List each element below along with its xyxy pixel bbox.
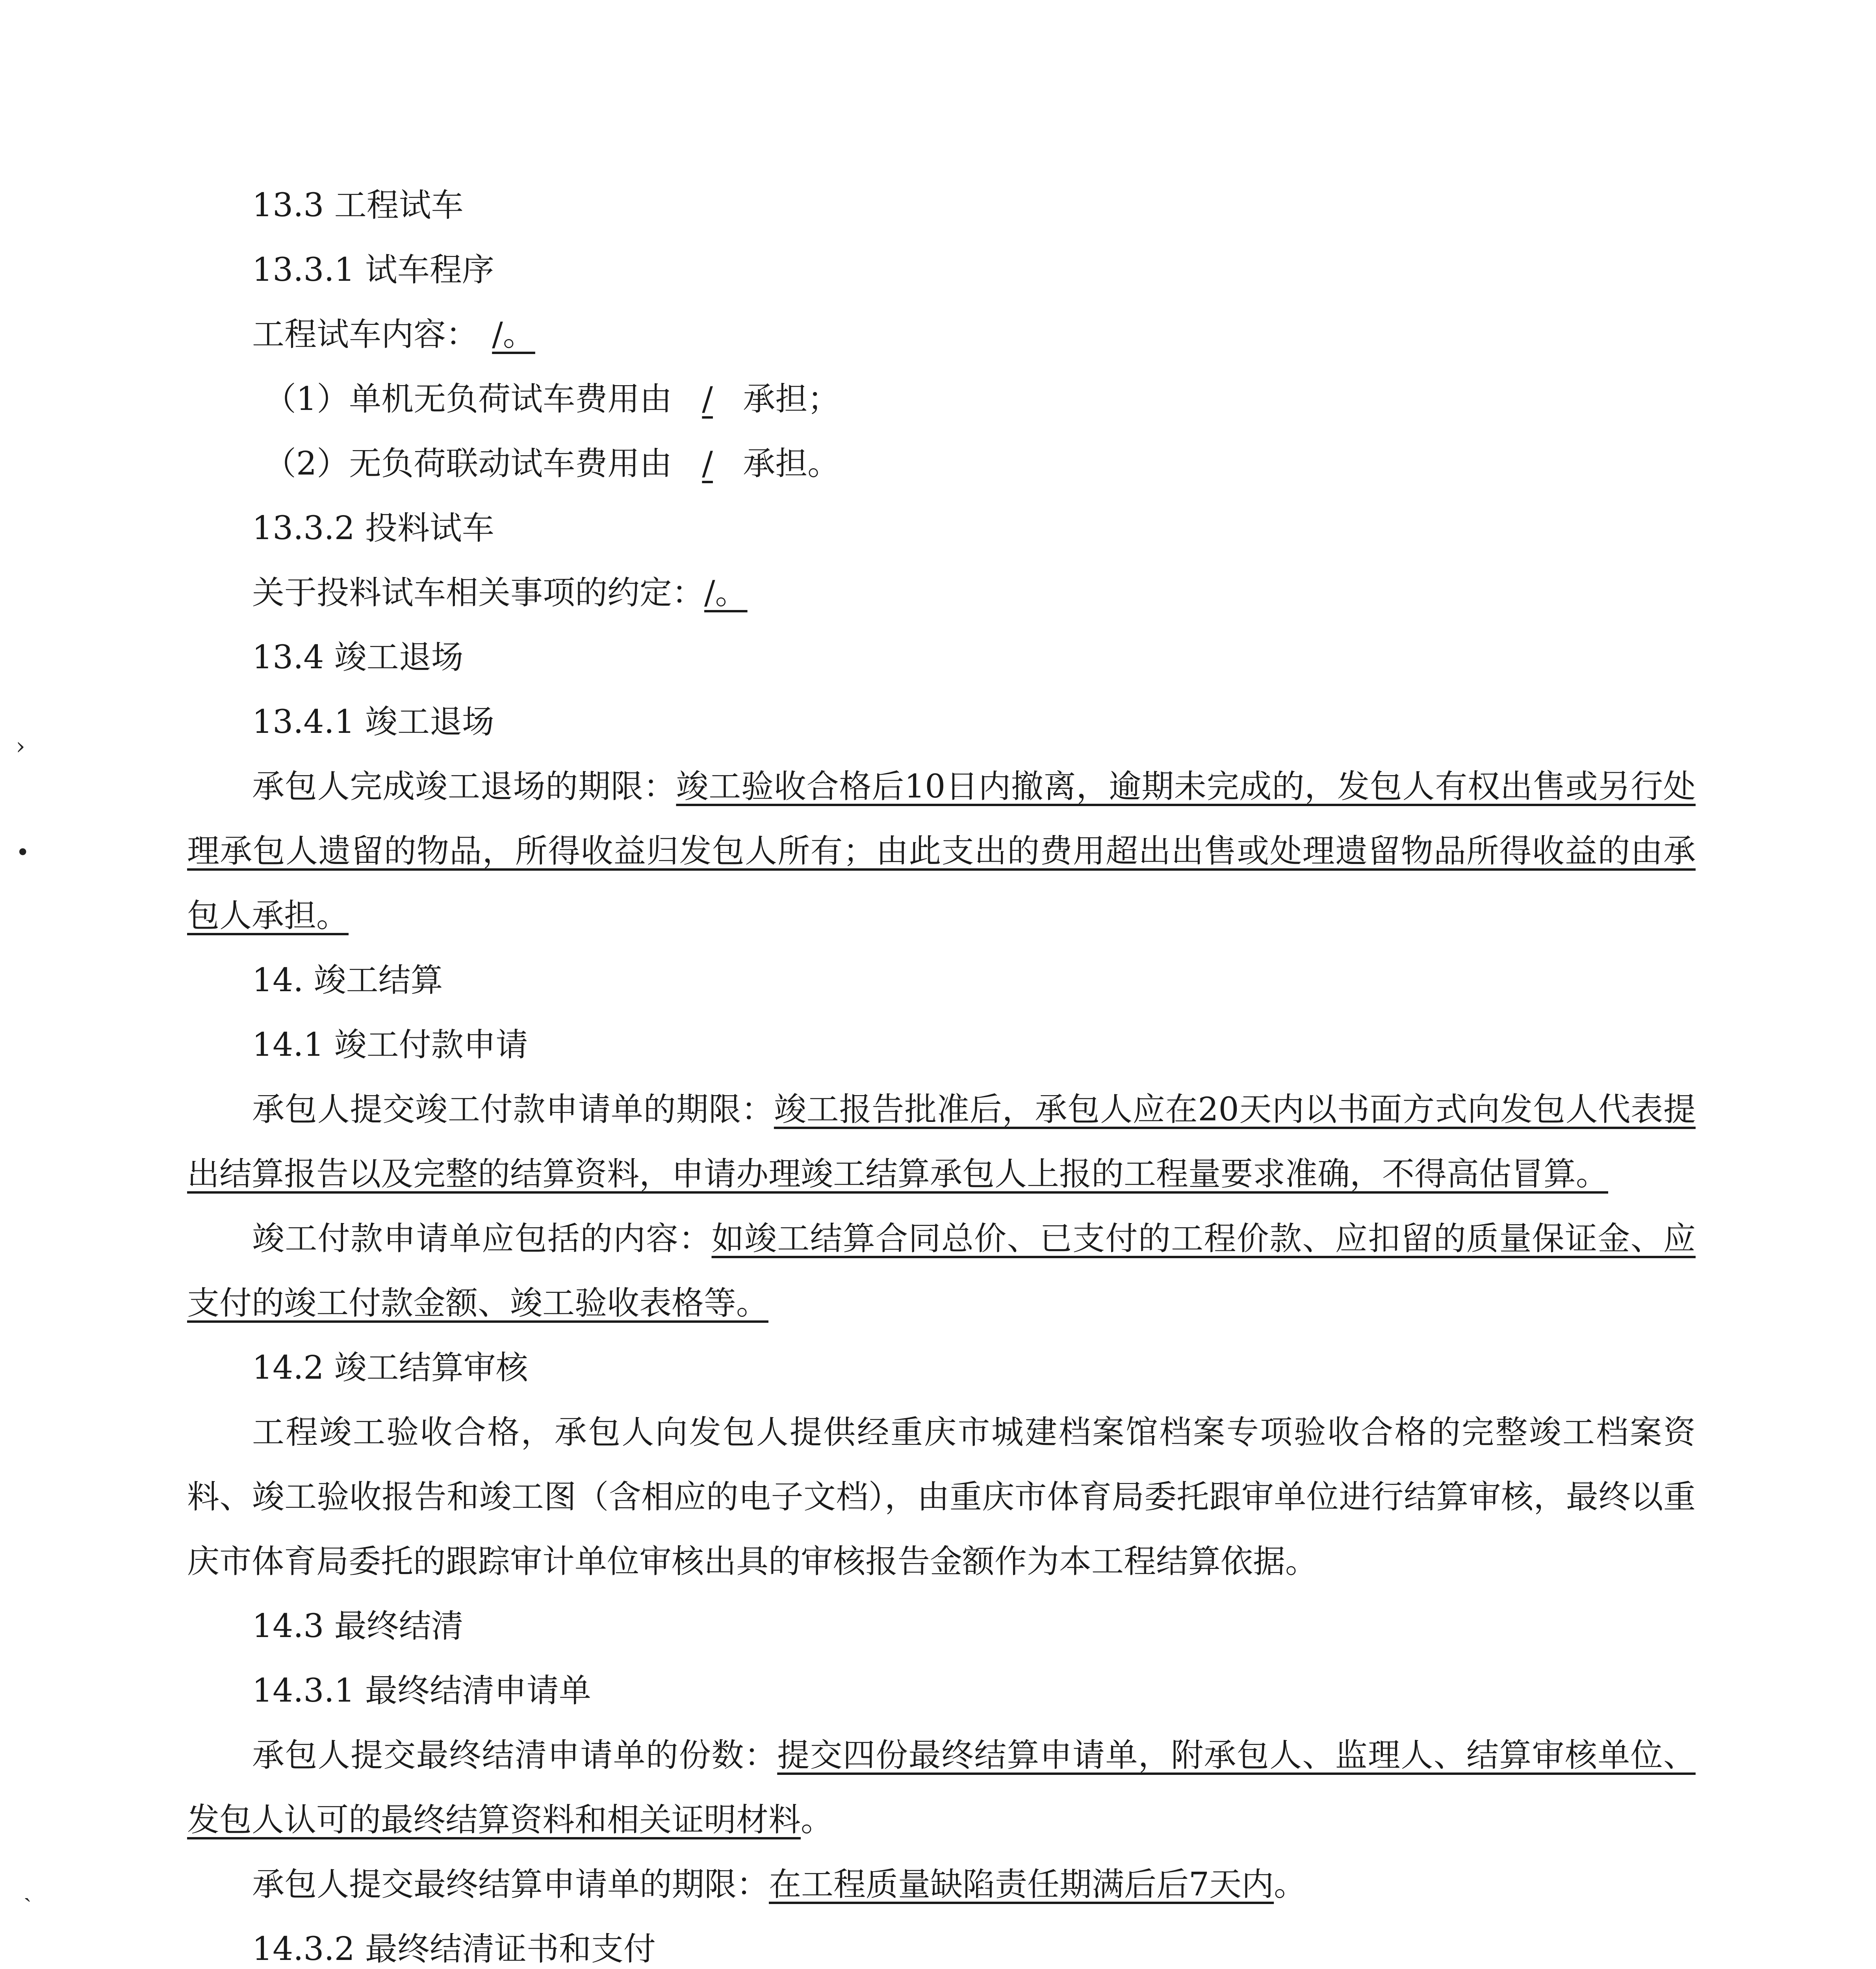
field-label: 承包人提交最终结清申请单的份数： <box>252 1737 777 1774</box>
item-1-line <box>187 367 1696 432</box>
scan-mark: • <box>16 839 30 866</box>
exit-paragraph <box>187 755 1696 948</box>
item-2-line <box>187 432 1696 496</box>
heading-14-3-1: 14.3.1 最终结清申请单 <box>252 1672 591 1709</box>
final-deadline-line <box>187 1852 1696 1917</box>
field-value: 在工程质量缺陷责任期满后后7天内 <box>769 1866 1274 1903</box>
field-value: 竣工报告批准后，承包人应在20天内以书面方式向发包人代表提出结算报告以及完整的结算资料，申请办理竣工结算承包人上报的工程量要求准确，不得高估冒算。 <box>187 1091 1696 1193</box>
field-label: 关于投料试车相关事项的约定： <box>252 574 705 612</box>
apply-paragraph <box>187 1077 1696 1207</box>
feed-trial-line <box>187 561 1696 625</box>
field-label: 承包人提交最终结算申请单的期限： <box>252 1866 769 1903</box>
heading-13-4: 13.4 竣工退场 <box>252 639 464 676</box>
field-value: 提交四份最终结算申请单，附承包人、监理人、结算审核单位、发包人认可的最终结算资料和相关证明材料 <box>187 1737 1696 1839</box>
heading-14: 14. 竣工结算 <box>252 962 443 999</box>
heading-14-1: 14.1 竣工付款申请 <box>252 1026 528 1064</box>
scan-mark: › <box>16 732 25 760</box>
field-tail: 承担。 <box>743 445 840 482</box>
heading-13-3: 13.3 工程试车 <box>252 187 464 224</box>
field-tail: 承担； <box>743 380 840 418</box>
trial-content-line <box>187 302 1696 367</box>
heading-13-3-2: 13.3.2 投料试车 <box>252 510 494 547</box>
field-value: / <box>702 380 713 418</box>
heading-13-3-1: 13.3.1 试车程序 <box>252 251 494 289</box>
heading-14-2: 14.2 竣工结算审核 <box>252 1349 528 1387</box>
field-label: 承包人完成竣工退场的期限： <box>252 768 676 805</box>
field-tail: 。 <box>1274 1866 1306 1903</box>
content-paragraph <box>187 1207 1696 1336</box>
heading-14-3: 14.3 最终结清 <box>252 1607 464 1645</box>
audit-paragraph: 工程竣工验收合格，承包人向发包人提供经重庆市城建档案馆档案专项验收合格的完整竣工档案资料、竣工验收报告和竣工图（含相应的电子文档），由重庆市体育局委托跟审单位进行结算审核，最终以重庆市体育局委托的跟踪审计单位审核出具的审核报告金额作为本工程结算依据。 <box>187 1414 1696 1580</box>
scan-mark: ˴ <box>24 1882 32 1910</box>
field-value: / <box>702 445 713 482</box>
field-value: 如竣工结算合同总价、已支付的工程价款、应扣留的质量保证金、应支付的竣工付款金额、竣工验收表格等。 <box>187 1220 1696 1322</box>
field-tail: 。 <box>801 1801 833 1839</box>
document-body <box>187 173 1696 1969</box>
field-label: （1）单机无负荷试车费用由 <box>264 380 672 418</box>
field-label: （2）无负荷联动试车费用由 <box>264 445 672 482</box>
heading-14-3-2: 14.3.2 最终结清证书和支付 <box>252 1930 656 1968</box>
field-value: /。 <box>704 574 748 612</box>
field-label: 工程试车内容： <box>252 316 479 353</box>
field-value: /。 <box>492 316 535 353</box>
heading-13-4-1: 13.4.1 竣工退场 <box>252 703 494 741</box>
field-value: 竣工验收合格后10日内撤离，逾期未完成的，发包人有权出售或另行处理承包人遗留的物品，所得收益归发包人所有；由此支出的费用超出出售或处理遗留物品所得收益的由承包人承担。 <box>187 768 1696 934</box>
copies-paragraph <box>187 1723 1696 1852</box>
field-label: 竣工付款申请单应包括的内容： <box>252 1220 712 1257</box>
field-label: 承包人提交竣工付款申请单的期限： <box>252 1091 774 1128</box>
